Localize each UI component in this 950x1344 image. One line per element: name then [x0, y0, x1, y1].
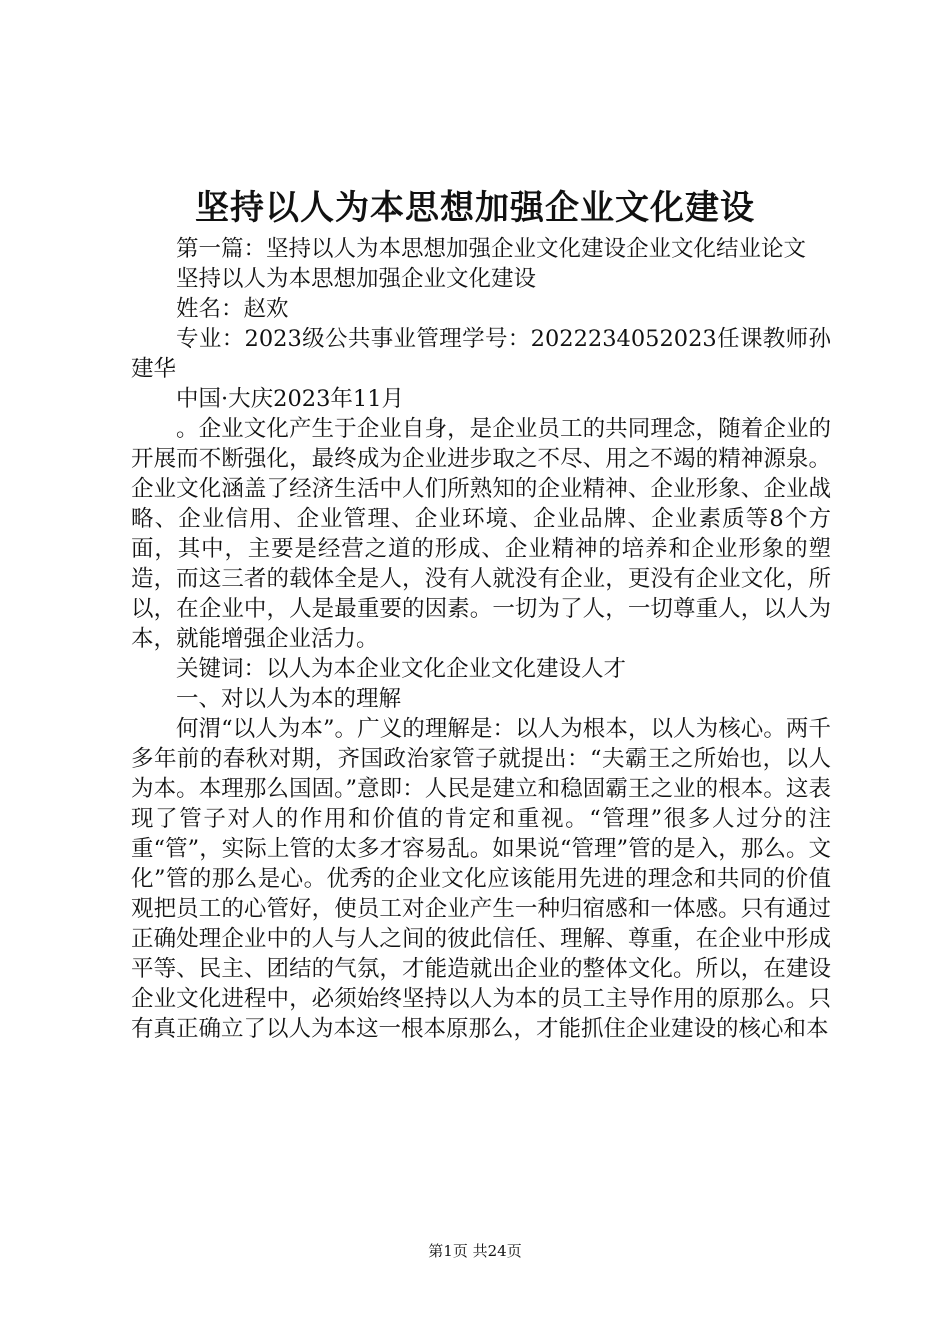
paragraph-subtitle: 第一篇：坚持以人为本思想加强企业文化建设企业文化结业论文 [176, 236, 807, 262]
paragraph-thesis-title: 坚持以人为本思想加强企业文化建设 [176, 266, 537, 292]
document-body [131, 234, 831, 1044]
paragraph-section-heading: 一、对以人为本的理解 [176, 686, 402, 712]
paragraph-author-name: 姓名：赵欢 [176, 296, 289, 322]
paragraph-major-info: 专业：2023级公共事业管理学号：2022234052023任课教师孙建华 [131, 326, 831, 382]
page-number-footer: 第1页 共24页 [428, 1242, 522, 1260]
paragraph-section-body: 何渭“以人为本”。广义的理解是：以人为根本，以人为核心。两千多年前的春秋对期，齐国政治家管子就提出：“夫霸王之所始也，以人为本。本理那么国固。”意即：人民是建立和稳固霸王之业的根本。这表现了管子对人的作用和价值的肯定和重视。“管理”很多人过分的注重“管”，实际上管的太多才容易乱。如果说“管理”管的是入，那么。文化”管的那么是心。优秀的企业文化应该能用先进的理念和共同的价值观把员工的心管好，使员工对企业产生一种归宿感和一体感。只有通过正确处理企业中的人与人之间的彼此信任、理解、尊重，在企业中形成平等、民主、团结的气氛，才能造就出企业的整体文化。所以，在建设企业文化进程中，必须始终坚持以人为本的员工主导作用的原那么。只有真正确立了以人为本这一根本原那么，才能抓住企业建设的核心和本 [131, 716, 831, 1042]
paragraph-place-date: 中国·大庆2023年11月 [176, 386, 405, 412]
paragraph-keywords: 关键词：以人为本企业文化企业文化建设人才 [176, 656, 627, 682]
document-title: 坚持以人为本思想加强企业文化建设 [195, 188, 755, 228]
paragraph-abstract: 。企业文化产生于企业自身，是企业员工的共同理念，随着企业的开展而不断强化，最终成为企业进步取之不尽、用之不竭的精神源泉。企业文化涵盖了经济生活中人们所熟知的企业精神、企业形象、企业战略、企业信用、企业管理、企业环境、企业品牌、企业素质等8个方面，其中，主要是经营之道的形成、企业精神的培养和企业形象的塑造，而这三者的载体全是人，没有人就没有企业，更没有企业文化，所以，在企业中，人是最重要的因素。一切为了人，一切尊重人，以人为本，就能增强企业活力。 [131, 416, 831, 652]
